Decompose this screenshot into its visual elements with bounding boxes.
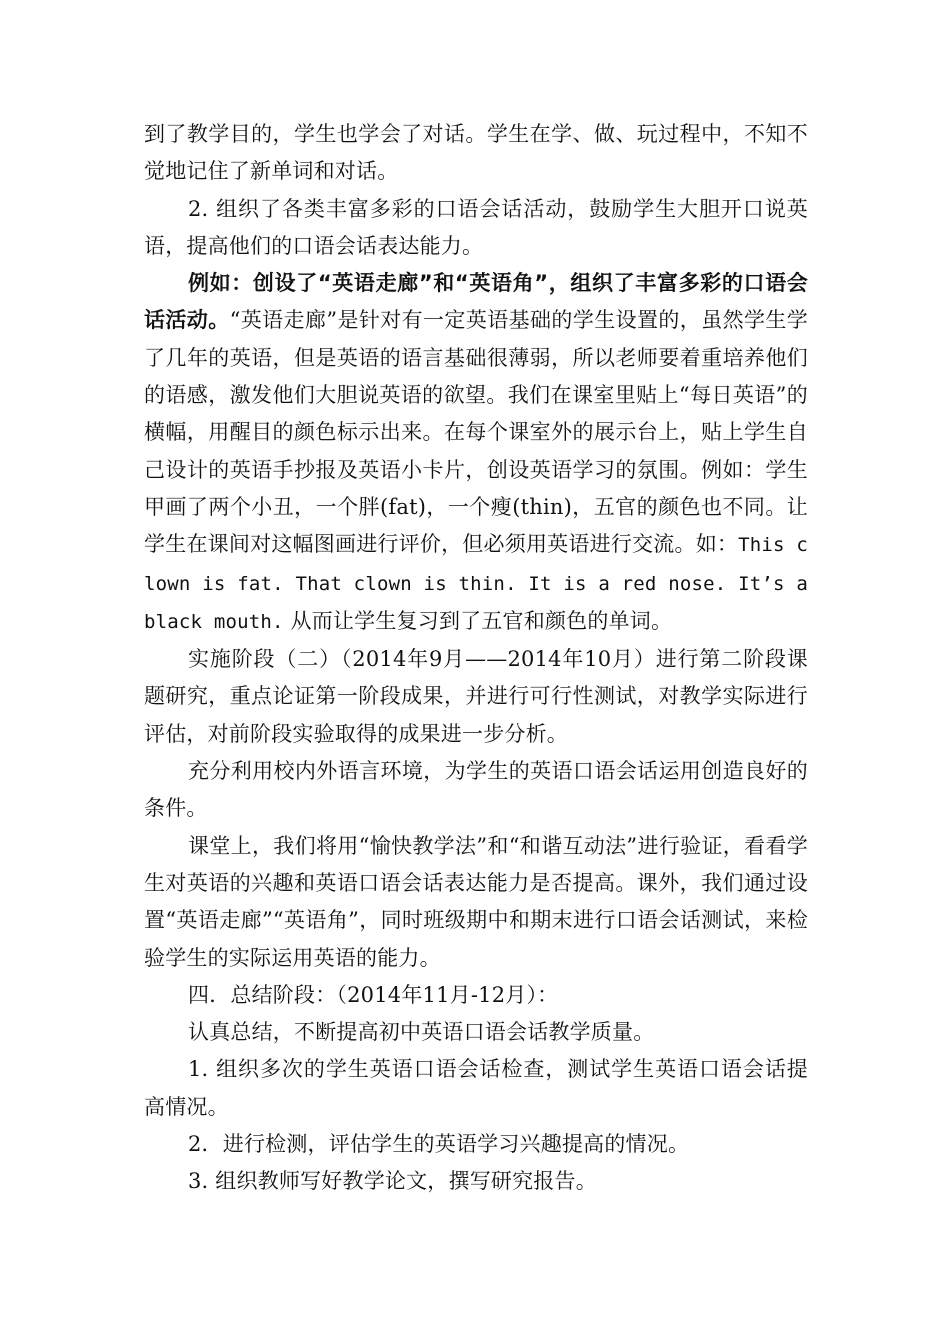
document-body	[144, 116, 808, 1201]
example-english-sentences: This clown is fat. That clown is thin. It is a red nose. It’s a black mouth.	[144, 534, 808, 633]
example-lead-text: 例如：创设了“英语走廊”和“英语角”，组织了丰富多彩的口语会话活动。	[144, 271, 808, 333]
paragraph-classroom-verification: 课堂上，我们将用“愉快教学法”和“和谐互动法”进行验证，看看学生对英语的兴趣和英语口语会话表达能力是否提高。课外，我们通过设置“英语走廊”“英语角”，同时班级期中和期末进行口语会话测试，来检验学生的实际运用英语的能力。	[144, 833, 808, 970]
example-body-text: “英语走廊”是针对有一定英语基础的学生设置的，虽然学生学了几年的英语，但是英语的语言基础很薄弱，所以老师要着重培养他们的语感，激发他们大胆说英语的欲望。我们在课室里贴上“每日英语”的横幅，用醒目的颜色标示出来。在每个课室外的展示台上，贴上学生自己设计的英语手抄报及英语小卡片，创设英语学习的氛围。例如：学生甲画了两个小丑，一个胖(fat)，一个瘦(thin)，五官的颜色也不同。让学生在课间对这幅图画进行评价，但必须用英语进行交流。如：	[144, 308, 808, 557]
paragraph-example-english-corridor	[144, 265, 808, 641]
list-item-3: 3. 组织教师写好教学论文，撰写研究报告。	[188, 1169, 597, 1194]
paragraph-summary-goal: 认真总结，不断提高初中英语口语会话教学质量。	[188, 1020, 655, 1045]
paragraph-item-2-oral-activities: 2. 组织了各类丰富多彩的口语会话活动，鼓励学生大胆开口说英语，提高他们的口语会话表达能力。	[144, 196, 808, 258]
example-tail-text: 从而让学生复习到了五官和颜色的单词。	[283, 608, 673, 633]
list-item-1: 1. 组织多次的学生英语口语会话检查，测试学生英语口语会话提高情况。	[144, 1057, 808, 1119]
paragraph-language-environment: 充分利用校内外语言环境，为学生的英语口语会话运用创造良好的条件。	[144, 759, 808, 821]
paragraph-implementation-stage-2: 实施阶段（二）（2014年9月——2014年10月）进行第二阶段课题研究，重点论证第一阶段成果，并进行可行性测试，对教学实际进行评估，对前阶段实验取得的成果进一步分析。	[144, 647, 808, 746]
list-item-2: 2．进行检测，评估学生的英语学习兴趣提高的情况。	[188, 1132, 690, 1157]
section-heading-summary-stage: 四．总结阶段：（2014年11月-12月）：	[188, 982, 559, 1007]
paragraph-continuation: 到了教学目的，学生也学会了对话。学生在学、做、玩过程中，不知不觉地记住了新单词和对话。	[144, 122, 808, 184]
